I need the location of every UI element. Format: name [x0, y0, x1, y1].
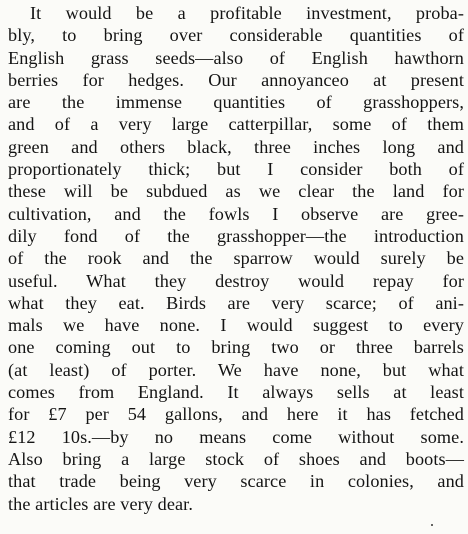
text-line: green and others black, three inches long and: [8, 136, 464, 157]
text-line: (at least) of porter. We have none, but what: [8, 359, 464, 380]
text-line: dily fond of the grasshopper—the introduction: [8, 225, 464, 246]
text-line: these will be subdued as we clear the land for: [8, 181, 464, 202]
text-line: Also bring a large stock of shoes and boots—: [8, 448, 464, 469]
print-speck: [431, 524, 433, 526]
text-line: £12 10s.—by no means come without some.: [8, 426, 464, 447]
text-line: what they eat. Birds are very scarce; of ani-: [8, 292, 464, 313]
text-line: and of a very large catterpillar, some of them: [8, 114, 464, 135]
article-paragraph: [8, 2, 464, 515]
text-line: for £7 per 54 gallons, and here it has fetched: [8, 404, 464, 425]
text-line: are the immense quantities of grasshoppers,: [8, 92, 464, 113]
text-line: mals we have none. I would suggest to every: [8, 315, 464, 336]
text-line: useful. What they destroy would repay for: [8, 270, 464, 291]
text-line: that trade being very scarce in colonies, and: [8, 471, 464, 492]
text-line: comes from England. It always sells at least: [8, 382, 464, 403]
text-line: berries for hedges. Our annoyanceo at present: [8, 69, 464, 90]
text-line: of the rook and the sparrow would surely be: [8, 248, 464, 269]
text-line: English grass seeds—also of English hawthorn: [8, 47, 464, 68]
text-line: the articles are very dear.: [8, 493, 193, 514]
text-line: one coming out to bring two or three barrels: [8, 337, 464, 358]
text-line: proportionately thick; but I consider both of: [8, 159, 464, 180]
text-line: cultivation, and the fowls I observe are gree-: [8, 203, 464, 224]
text-line: It would be a profitable investment, proba-: [30, 3, 464, 23]
text-line: bly, to bring over considerable quantities of: [8, 25, 464, 46]
